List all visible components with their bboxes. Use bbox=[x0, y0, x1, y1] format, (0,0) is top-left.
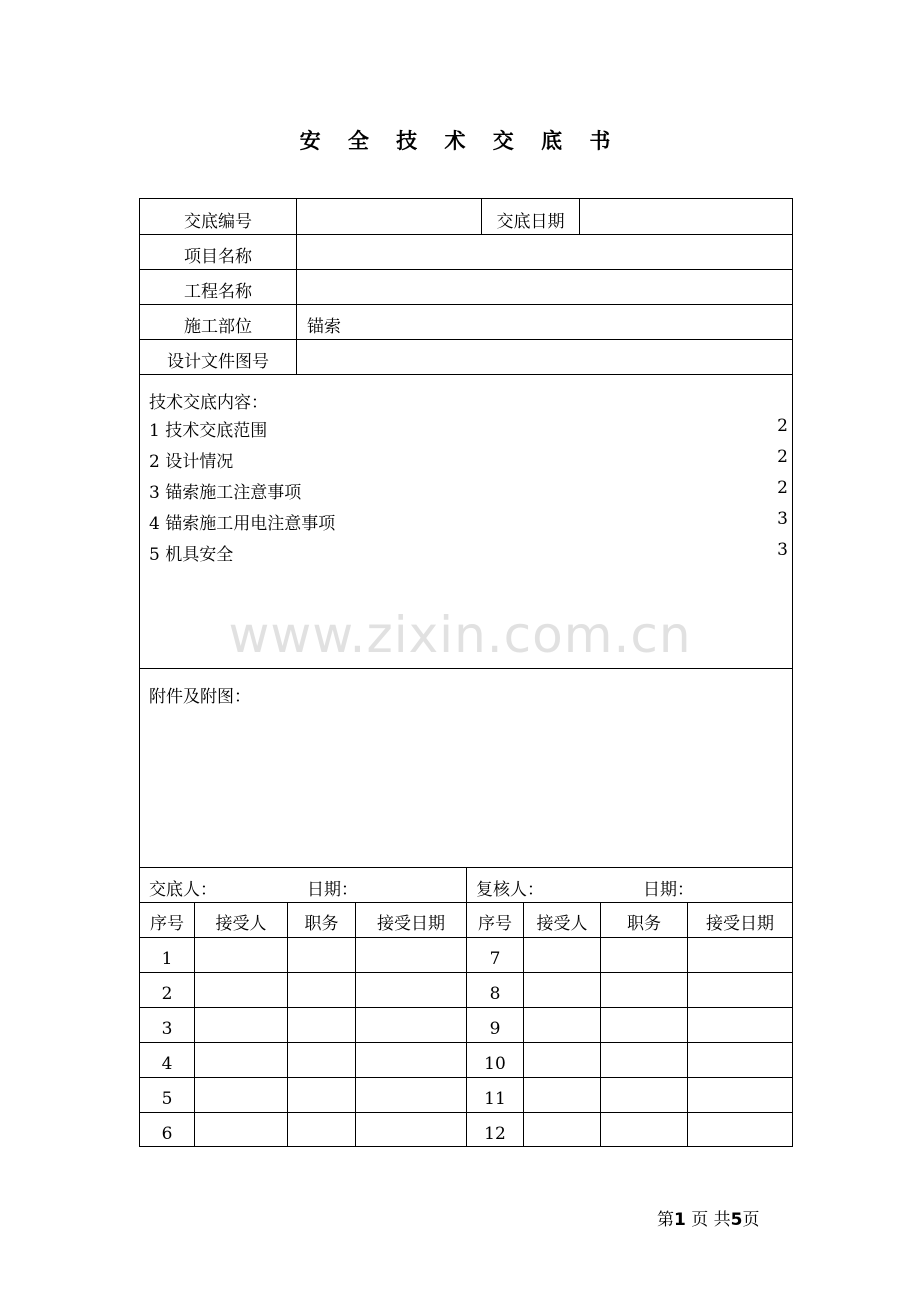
header-position: 职务 bbox=[600, 903, 687, 937]
position-field[interactable] bbox=[287, 973, 355, 1007]
position-field[interactable] bbox=[600, 1043, 687, 1077]
header-receiver: 接受人 bbox=[523, 903, 600, 937]
date-left-label: 日期： bbox=[307, 880, 358, 900]
receiver-field[interactable] bbox=[194, 1008, 287, 1042]
header-seq: 序号 bbox=[466, 903, 523, 937]
toc-item-page: 2 bbox=[777, 478, 788, 498]
receiver-field[interactable] bbox=[523, 1043, 600, 1077]
receipt-row bbox=[140, 938, 792, 973]
toc-item-text: 2 设计情况 bbox=[149, 452, 234, 472]
attachments-title: 附件及附图： bbox=[149, 687, 251, 707]
value-disclosure-date[interactable] bbox=[579, 199, 792, 234]
receipt-row bbox=[140, 973, 792, 1008]
label-design-drawing-number: 设计文件图号 bbox=[167, 352, 269, 372]
row-number: 12 bbox=[466, 1113, 523, 1147]
receipt-row bbox=[140, 1078, 792, 1113]
row-number: 11 bbox=[466, 1078, 523, 1112]
attachments-section bbox=[140, 669, 792, 868]
header-row-work bbox=[140, 270, 792, 305]
reviewer-label: 复核人： bbox=[476, 880, 544, 900]
label-construction-location: 施工部位 bbox=[184, 317, 252, 337]
content-title: 技术交底内容： bbox=[149, 393, 268, 413]
row-number: 3 bbox=[161, 1019, 173, 1039]
row-number: 10 bbox=[466, 1043, 523, 1077]
receive-date-field[interactable] bbox=[687, 1078, 792, 1112]
footer-page-number: 1 bbox=[674, 1210, 686, 1230]
receive-date-field[interactable] bbox=[687, 1008, 792, 1042]
row-number: 6 bbox=[161, 1124, 173, 1144]
receipt-header-row bbox=[140, 903, 792, 938]
watermark: www.zixin.com.cn bbox=[228, 606, 692, 664]
header-row-location bbox=[140, 305, 792, 340]
value-design-drawing-number[interactable] bbox=[296, 340, 792, 374]
discloser-label: 交底人： bbox=[149, 880, 217, 900]
receiver-field[interactable] bbox=[523, 1078, 600, 1112]
header-position: 职务 bbox=[287, 903, 355, 937]
receive-date-field[interactable] bbox=[687, 1043, 792, 1077]
header-receive-date: 接受日期 bbox=[355, 903, 466, 937]
receiver-field[interactable] bbox=[523, 1008, 600, 1042]
toc-item-text: 4 锚索施工用电注意事项 bbox=[149, 514, 336, 534]
row-number: 1 bbox=[161, 949, 173, 969]
receiver-field[interactable] bbox=[194, 973, 287, 1007]
position-field[interactable] bbox=[287, 1113, 355, 1147]
receiver-field[interactable] bbox=[194, 1113, 287, 1147]
receipt-row bbox=[140, 1043, 792, 1078]
position-field[interactable] bbox=[287, 1043, 355, 1077]
row-number: 7 bbox=[466, 938, 523, 972]
position-field[interactable] bbox=[600, 1078, 687, 1112]
signature-right-cell bbox=[466, 868, 792, 902]
header-row-project bbox=[140, 235, 792, 270]
label-disclosure-date: 交底日期 bbox=[481, 199, 579, 234]
row-number: 4 bbox=[161, 1054, 173, 1074]
footer-prefix: 第 bbox=[657, 1210, 674, 1230]
row-number: 9 bbox=[466, 1008, 523, 1042]
receipt-row bbox=[140, 1008, 792, 1043]
receive-date-field[interactable] bbox=[687, 1113, 792, 1147]
toc-item bbox=[149, 416, 788, 440]
receipt-row bbox=[140, 1113, 792, 1147]
value-construction-location[interactable]: 锚索 bbox=[296, 305, 792, 339]
toc-item-page: 2 bbox=[777, 447, 788, 467]
toc-item-text: 3 锚索施工注意事项 bbox=[149, 483, 302, 503]
position-field[interactable] bbox=[600, 938, 687, 972]
receiver-field[interactable] bbox=[194, 1043, 287, 1077]
position-field[interactable] bbox=[287, 1008, 355, 1042]
receive-date-field[interactable] bbox=[355, 1043, 466, 1077]
receive-date-field[interactable] bbox=[687, 973, 792, 1007]
toc-item bbox=[149, 447, 788, 471]
page-footer bbox=[657, 1205, 760, 1230]
toc-item-page: 3 bbox=[777, 540, 788, 560]
receiver-field[interactable] bbox=[523, 1113, 600, 1147]
value-project-name[interactable] bbox=[296, 235, 792, 269]
label-project-name: 项目名称 bbox=[184, 247, 252, 267]
header-receiver: 接受人 bbox=[194, 903, 287, 937]
position-field[interactable] bbox=[600, 1113, 687, 1147]
position-field[interactable] bbox=[287, 938, 355, 972]
receive-date-field[interactable] bbox=[355, 973, 466, 1007]
receiver-field[interactable] bbox=[523, 973, 600, 1007]
label-work-name: 工程名称 bbox=[184, 282, 252, 302]
toc-item bbox=[149, 509, 788, 533]
row-number: 8 bbox=[466, 973, 523, 1007]
toc-item-page: 3 bbox=[777, 509, 788, 529]
receiver-field[interactable] bbox=[194, 938, 287, 972]
header-receive-date: 接受日期 bbox=[687, 903, 792, 937]
toc-item bbox=[149, 478, 788, 502]
value-work-name[interactable] bbox=[296, 270, 792, 304]
receiver-field[interactable] bbox=[523, 938, 600, 972]
toc-item-page: 2 bbox=[777, 416, 788, 436]
value-disclosure-number[interactable] bbox=[296, 199, 481, 234]
header-row-drawing bbox=[140, 340, 792, 375]
receive-date-field[interactable] bbox=[355, 1008, 466, 1042]
footer-middle: 页 共 bbox=[691, 1210, 731, 1230]
signature-row bbox=[140, 868, 792, 903]
toc-item-text: 1 技术交底范围 bbox=[149, 421, 268, 441]
toc-item-text: 5 机具安全 bbox=[149, 545, 234, 565]
position-field[interactable] bbox=[600, 1008, 687, 1042]
receiver-field[interactable] bbox=[194, 1078, 287, 1112]
receive-date-field[interactable] bbox=[687, 938, 792, 972]
position-field[interactable] bbox=[600, 973, 687, 1007]
disclosure-form bbox=[139, 198, 793, 1147]
position-field[interactable] bbox=[287, 1078, 355, 1112]
row-number: 5 bbox=[161, 1089, 173, 1109]
footer-suffix: 页 bbox=[742, 1210, 760, 1230]
receive-date-field[interactable] bbox=[355, 938, 466, 972]
header-seq: 序号 bbox=[150, 914, 184, 934]
label-disclosure-number: 交底编号 bbox=[184, 212, 252, 232]
document-title: 安 全 技 术 交 底 书 bbox=[299, 128, 621, 153]
header-row-number bbox=[140, 199, 792, 235]
receive-date-field[interactable] bbox=[355, 1113, 466, 1147]
date-right-label: 日期： bbox=[643, 880, 694, 900]
toc-item bbox=[149, 540, 788, 564]
row-number: 2 bbox=[161, 984, 173, 1004]
footer-total-pages: 5 bbox=[730, 1210, 743, 1230]
receive-date-field[interactable] bbox=[355, 1078, 466, 1112]
